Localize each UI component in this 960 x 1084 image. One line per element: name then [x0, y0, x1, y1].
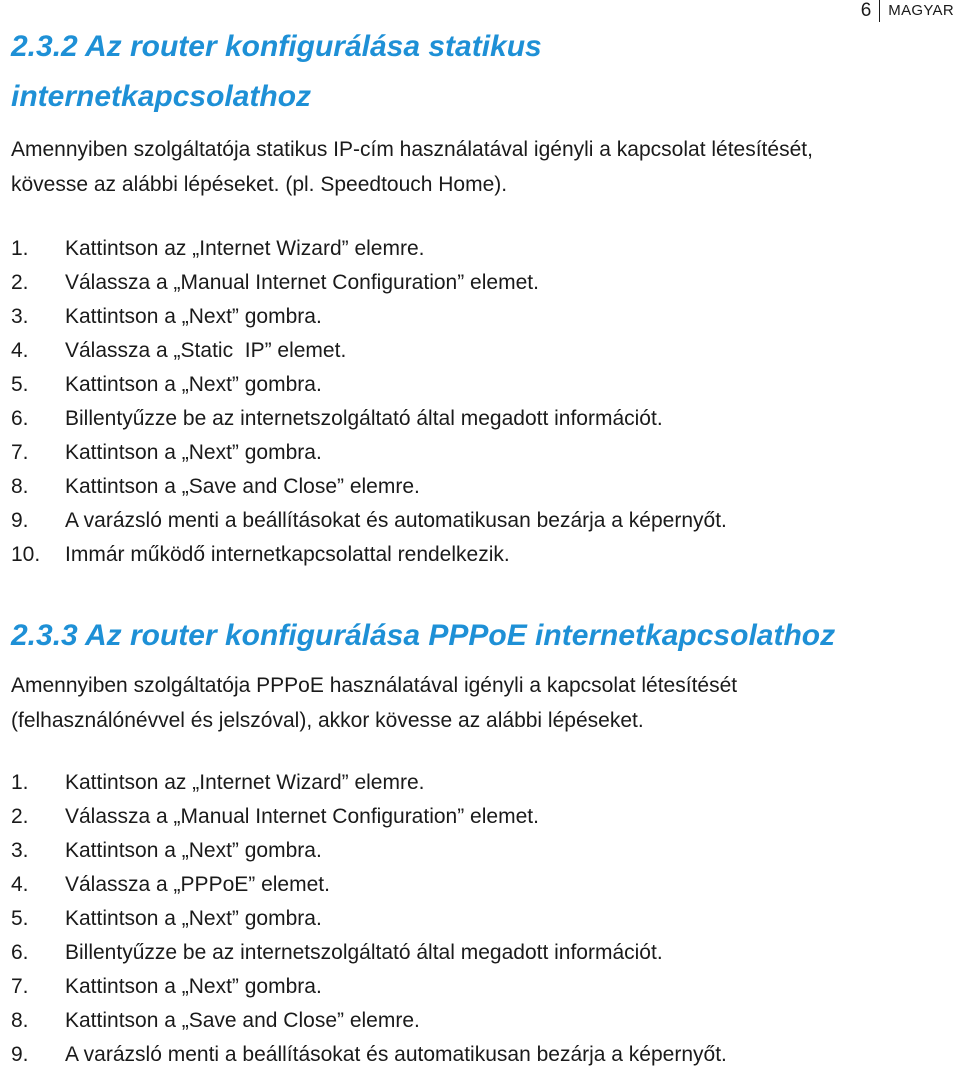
step-item — [11, 800, 952, 834]
section-title — [11, 611, 952, 661]
step-text: Kattintson az „Internet Wizard” elemre. — [65, 771, 425, 794]
steps-list — [11, 232, 952, 572]
section-pppoe — [11, 611, 952, 1072]
step-number: 5. — [11, 907, 29, 930]
step-number: 1. — [11, 771, 29, 794]
step-number: 6. — [11, 407, 29, 430]
step-number: 1. — [11, 237, 29, 260]
step-item — [11, 368, 952, 402]
step-item — [11, 300, 952, 334]
section-title-line: 2.3.3 Az router konfigurálása PPPoE internetkapcsolathoz — [11, 619, 836, 652]
step-text: Kattintson a „Save and Close” elemre. — [65, 1009, 420, 1032]
intro-line: kövesse az alábbi lépéseket. (pl. Speedtouch Home). — [11, 173, 508, 196]
step-text: Kattintson a „Next” gombra. — [65, 441, 322, 464]
section-intro — [11, 668, 952, 738]
step-text: Immár működő internetkapcsolattal rendelkezik. — [65, 543, 510, 566]
step-text: Válassza a „Manual Internet Configuration” elemet. — [65, 271, 539, 294]
step-number: 6. — [11, 941, 29, 964]
step-text: Kattintson a „Next” gombra. — [65, 907, 322, 930]
steps-list — [11, 766, 952, 1072]
section-static-ip — [11, 22, 952, 572]
step-number: 9. — [11, 509, 29, 532]
step-item — [11, 232, 952, 266]
step-item — [11, 868, 952, 902]
step-item — [11, 470, 952, 504]
step-text: Kattintson a „Next” gombra. — [65, 975, 322, 998]
step-number: 9. — [11, 1043, 29, 1066]
step-text: Kattintson a „Save and Close” elemre. — [65, 475, 420, 498]
step-number: 2. — [11, 805, 29, 828]
step-number: 8. — [11, 475, 29, 498]
step-item — [11, 538, 952, 572]
step-text: Kattintson az „Internet Wizard” elemre. — [65, 237, 425, 260]
page-language: MAGYAR — [888, 2, 954, 19]
section-title — [11, 22, 952, 122]
step-number: 3. — [11, 305, 29, 328]
section-title-line: 2.3.2 Az router konfigurálása statikus — [11, 30, 542, 63]
step-item — [11, 504, 952, 538]
intro-line: (felhasználónévvel és jelszóval), akkor kövesse az alábbi lépéseket. — [11, 709, 644, 732]
step-item — [11, 266, 952, 300]
step-text: Válassza a „PPPoE” elemet. — [65, 873, 330, 896]
step-text: Billentyűzze be az internetszolgáltató által megadott információt. — [65, 941, 663, 964]
step-number: 10. — [11, 543, 41, 566]
step-number: 7. — [11, 975, 29, 998]
step-text: Kattintson a „Next” gombra. — [65, 373, 322, 396]
step-item — [11, 766, 952, 800]
section-intro — [11, 132, 952, 202]
step-item — [11, 834, 952, 868]
step-text: Billentyűzze be az internetszolgáltató által megadott információt. — [65, 407, 663, 430]
step-item — [11, 1004, 952, 1038]
step-number: 4. — [11, 873, 29, 896]
step-number: 2. — [11, 271, 29, 294]
step-text: Válassza a „Manual Internet Configuration” elemet. — [65, 805, 539, 828]
step-number: 5. — [11, 373, 29, 396]
step-item — [11, 936, 952, 970]
step-text: Kattintson a „Next” gombra. — [65, 839, 322, 862]
page-number: 6 — [861, 0, 881, 22]
intro-line: Amennyiben szolgáltatója statikus IP-cím használatával igényli a kapcsolat létesítését, — [11, 138, 813, 161]
step-number: 3. — [11, 839, 29, 862]
step-item — [11, 902, 952, 936]
step-item — [11, 1038, 952, 1072]
section-title-line: internetkapcsolathoz — [11, 80, 312, 113]
step-text: A varázsló menti a beállításokat és automatikusan bezárja a képernyőt. — [65, 1043, 727, 1066]
step-number: 4. — [11, 339, 29, 362]
step-item — [11, 970, 952, 1004]
step-item — [11, 436, 952, 470]
step-text: A varázsló menti a beállításokat és automatikusan bezárja a képernyőt. — [65, 509, 727, 532]
step-item — [11, 334, 952, 368]
page-header — [861, 0, 954, 22]
step-number: 8. — [11, 1009, 29, 1032]
intro-line: Amennyiben szolgáltatója PPPoE használatával igényli a kapcsolat létesítését — [11, 674, 738, 697]
step-text: Kattintson a „Next” gombra. — [65, 305, 322, 328]
step-text: Válassza a „Static IP” elemet. — [65, 339, 347, 362]
step-item — [11, 402, 952, 436]
step-number: 7. — [11, 441, 29, 464]
